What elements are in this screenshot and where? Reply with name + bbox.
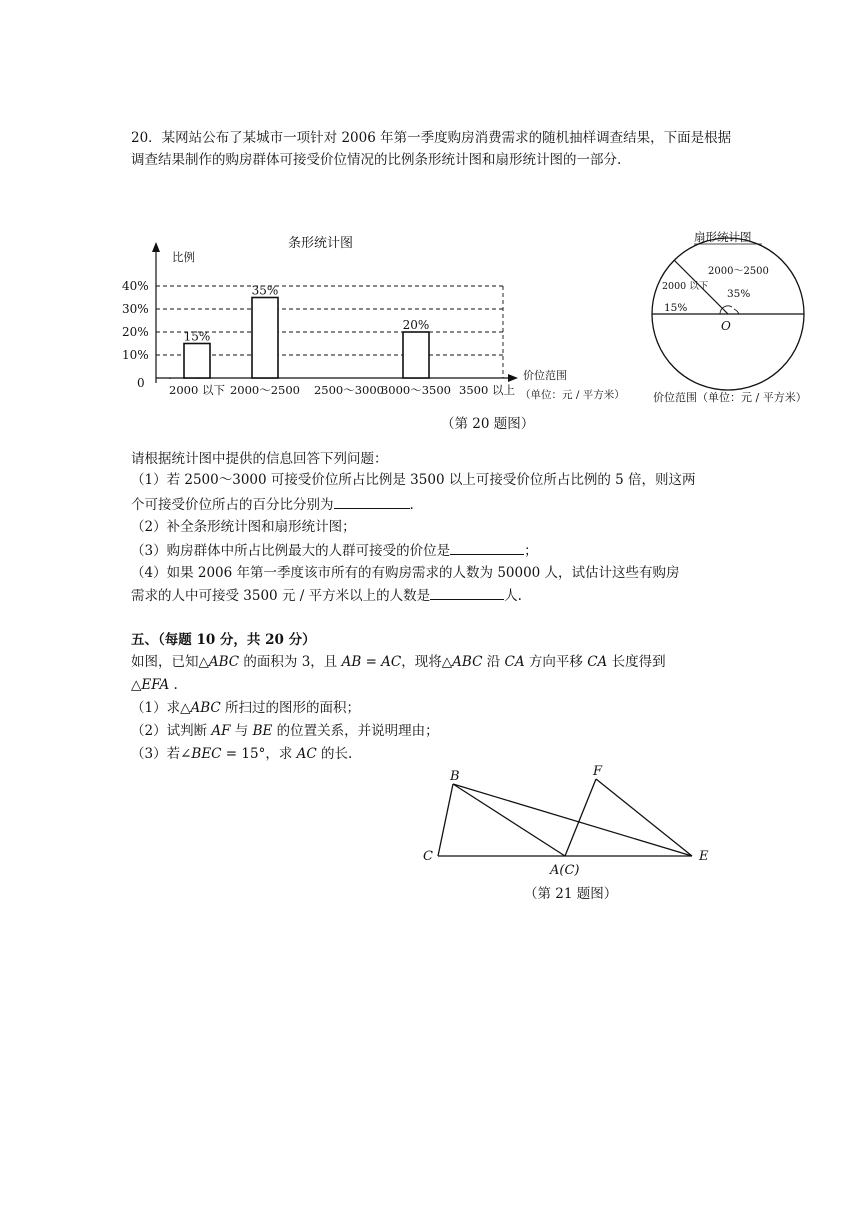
bar-value-label: 20% [402,318,430,332]
x-tick-label: 3500 以上 [459,383,515,397]
bar [252,298,278,379]
bar-chart-xlabel: 价位范围 [523,369,567,382]
q20-prompt: 请根据统计图中提供的信息回答下列问题： [131,451,388,467]
y-tick-label: 20% [122,325,149,339]
q20-part2: （2）补全条形统计图和扇形统计图； [131,519,356,535]
q20-part3-end: ； [524,543,538,559]
q20-part1-line2 [131,494,414,515]
section-heading: 五、（每题 10 分，共 20 分） [131,632,316,648]
q21-ac: AC [296,746,317,762]
pie-chart-title: 扇形统计图 [694,230,752,244]
q21-part2 [131,721,439,741]
pie-value-15: 15% [664,302,688,314]
bar [403,332,429,378]
q21-figure-caption: （第 21 题图） [524,886,618,902]
q21-text: （1）求△ [131,700,191,716]
q21-stem-line2 [131,675,178,695]
point-a-label: A(C) [550,863,580,878]
q21-text: △ [131,677,142,693]
q21-abc: ABC [208,654,240,670]
segment-fe [596,779,692,856]
q21-af: AF [211,723,231,739]
x-tick-labels [169,383,515,397]
q21-text: 如图，已知△ [131,654,209,670]
q21-part3 [131,744,352,764]
q21-ab-eq-ac: AB = AC [341,654,402,670]
bar-chart-xunit: （单位：元 / 平方米） [520,389,625,401]
q20-part4-text: 需求的人中可接受 3500 元 / 平方米以上的人数是 [131,588,431,604]
point-f-label: F [593,764,603,779]
q20-part4-line2 [131,585,522,606]
q21-text: 的长. [316,746,353,762]
bar-chart-title: 条形统计图 [288,236,354,251]
q21-ca: CA [587,654,608,670]
x-tick-label: 2500～3000 [313,383,385,397]
q20-part4-line1: （4）如果 2006 年第一季度该市所有的有购房需求的人数为 50000 人，试估计这些有购房 [131,565,680,581]
q20-part4-end: 人. [504,588,522,604]
q20-part3 [131,540,538,561]
q21-be: BE [252,723,273,739]
bar-value-label: 15% [183,329,211,344]
y-tick-label: 0 [137,376,145,390]
q20-part1-text: 个可接受价位所占的百分比分别为 [131,497,334,513]
pie-label-2000-2500: 2000～2500 [708,266,769,277]
q21-text: 与 [230,723,253,739]
bar [184,344,210,379]
q21-part1 [131,698,360,718]
x-axis-arrow [508,374,518,382]
y-tick-labels [122,279,149,390]
q21-text: . [169,677,178,693]
pie-footer: 价位范围（单位：元 / 平方米） [653,391,807,404]
bar-value-label: 35% [251,283,279,298]
y-tick-label: 40% [122,279,149,293]
segment-cb [438,784,453,856]
q21-text: 长度得到 [607,654,666,670]
pie-value-35: 35% [727,288,751,300]
q20-answer-blank-4[interactable] [430,585,504,600]
q21-text: 的位置关系，并说明理由； [272,723,439,739]
q20-intro: 20．某网站公布了某城市一项针对 2006 年第一季度购房消费需求的随机抽样调查结果，下面是根据调查结果制作的购房群体可接受价位情况的比例条形统计图和扇形统计图的一部分. [131,130,732,168]
q21-text: 所扫过的图形的面积； [220,700,361,716]
y-tick-label: 10% [122,348,149,362]
q21-text: 方向平移 [524,654,588,670]
pie-chart [650,225,825,410]
segment-ba [453,784,565,856]
bar-chart-ylabel: 比例 [172,250,195,264]
y-tick-label: 30% [122,302,149,316]
point-b-label: B [450,769,460,784]
pie-label-2000-below: 2000 以下 [662,281,709,292]
y-axis-arrow [152,242,160,252]
q20-answer-blank-1[interactable] [334,494,410,509]
q20-figure-caption: （第 20 题图） [441,416,535,432]
q21-text: ，现将△ [401,654,453,670]
segment-be [453,784,692,856]
x-tick-label: 3000～3500 [380,383,452,397]
q21-text: （3）若∠ [131,746,192,762]
q21-text: 的面积为 3，且 [239,654,342,670]
q21-efa: EFA [141,677,170,693]
q21-abc: ABC [452,654,483,670]
pie-angle-arc-2 [734,309,739,314]
q21-ca: CA [504,654,525,670]
bar-chart [122,228,658,410]
q21-text: = 15°，求 [221,746,297,762]
q21-bec: BEC [191,746,222,762]
x-tick-label: 2000 以下 [169,383,225,397]
pie-center-label: O [721,319,731,333]
segment-af [565,779,596,856]
q20-part3-text: （3）购房群体中所占比例最大的人群可接受的价位是 [131,543,451,559]
q20-part1-period: . [409,497,414,513]
point-c-label: C [423,849,433,864]
q21-abc: ABC [190,700,221,716]
q21-geometry-figure [415,762,715,882]
point-e-label: E [699,849,709,864]
q20-answer-blank-3[interactable] [450,540,524,555]
bars [170,284,429,380]
q21-text: 沿 [482,654,505,670]
x-tick-label: 2000～2500 [229,383,301,397]
q21-stem-line1 [131,652,666,672]
q21-text: （2）试判断 [131,723,212,739]
q20-part1-line1: （1）若 2500～3000 可接受价位所占比例是 3500 以上可接受价位所占比例的 5 倍，则这两 [131,472,696,488]
